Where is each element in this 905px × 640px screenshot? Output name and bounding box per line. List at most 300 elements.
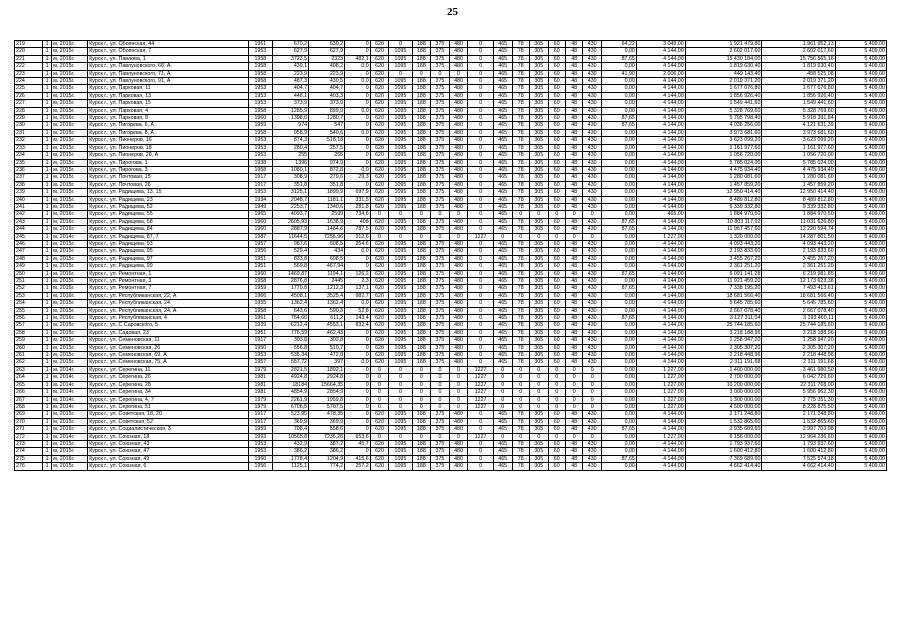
table-cell: Курск г., ул. Парковая, 4 — [88, 107, 248, 114]
table-cell: 48 — [565, 240, 582, 247]
table-cell: 280,4 — [273, 144, 309, 151]
table-cell: 1966 — [248, 292, 272, 299]
table-cell: 60 — [548, 344, 565, 351]
table-cell: 5 409,00 — [835, 440, 886, 447]
table-cell: 430 — [583, 48, 602, 55]
table-cell: 375 — [431, 285, 450, 292]
table-cell: м, 2014г. — [52, 233, 88, 240]
table-cell: 375 — [431, 263, 450, 270]
table-cell: 1 320 000,00 — [685, 233, 762, 240]
table-cell: 1 — [42, 389, 51, 396]
table-cell: 480 — [449, 107, 468, 114]
table-cell: 1953 — [248, 144, 272, 151]
table-cell: 0 — [431, 374, 450, 381]
table-cell: 0 — [345, 70, 371, 77]
table-cell: 48 — [565, 440, 582, 447]
table-cell: 4 144,00 — [636, 329, 685, 336]
table-cell: 480 — [449, 92, 468, 99]
table-cell: 1958 — [248, 278, 272, 285]
table-cell: м, 2015г. — [52, 248, 88, 255]
table-cell: 221 — [15, 55, 43, 62]
table-cell: 1917 — [248, 418, 272, 425]
table-cell: Курск г., ул. Обоянская, 44 — [88, 41, 248, 48]
table-cell: 480 — [449, 278, 468, 285]
table-cell: 5 409,00 — [835, 278, 886, 285]
table-cell: 0,0 — [345, 78, 371, 85]
table-cell: 87,65 — [602, 218, 637, 225]
table-cell: 188 — [412, 166, 431, 173]
table-cell: 1 — [42, 322, 51, 329]
table-cell: 1 457 859,20 — [762, 181, 835, 188]
table-cell: 1 227,00 — [636, 389, 685, 396]
table-cell: 41,90 — [602, 70, 637, 77]
table-cell: 236 — [15, 166, 43, 173]
table-cell: Курск г., ул. Пирогова, 3 — [88, 166, 248, 173]
table-cell: 48 — [565, 189, 582, 196]
table-cell: 1095 — [389, 300, 412, 307]
table-cell: 48 — [565, 322, 582, 329]
table-cell: 143,4 — [345, 315, 371, 322]
table-cell: 465 — [493, 203, 512, 210]
table-cell: 0 — [548, 396, 565, 403]
table-cell: 188 — [412, 92, 431, 99]
table-cell: 87,65 — [602, 55, 637, 62]
table-cell: Курск г., ул. Радищева, 99 — [88, 263, 248, 270]
table-row — [15, 55, 887, 62]
table-cell: 375 — [431, 270, 450, 277]
table-cell: 1095 — [389, 129, 412, 136]
table-cell: 0,00 — [602, 189, 637, 196]
table-cell: 1095 — [389, 181, 412, 188]
table-cell: 1 — [42, 211, 51, 218]
table-cell: 188 — [412, 55, 431, 62]
table-cell: 264 — [15, 374, 43, 381]
table-cell: 305 — [529, 300, 548, 307]
table-cell: 1 — [42, 181, 51, 188]
table-cell: м, 2015г. — [52, 203, 88, 210]
table-cell: 1095 — [389, 226, 412, 233]
table-cell: 60 — [548, 144, 565, 151]
table-cell: м, 2014г. — [52, 389, 88, 396]
table-cell: 430 — [583, 41, 602, 48]
table-cell: 305 — [529, 92, 548, 99]
table-cell: 465 — [493, 322, 512, 329]
table-cell: Курск г., ул. Радищева, 13, 15 — [88, 189, 248, 196]
table-cell: 0,00 — [602, 359, 637, 366]
table-cell: 275 — [15, 455, 43, 462]
table-cell: 2 667 078,40 — [685, 307, 762, 314]
table-cell: 430 — [583, 255, 602, 262]
table-cell: 6 042 729,60 — [762, 374, 835, 381]
table-cell: 1957 — [248, 240, 272, 247]
table-cell: 227 — [15, 100, 43, 107]
table-cell: 11 031 626,80 — [762, 218, 835, 225]
table-cell: 2 775 351,30 — [762, 396, 835, 403]
table-cell: 620 — [370, 263, 389, 270]
table-cell: 4 475 934,40 — [685, 166, 762, 173]
table-cell: 2 193 833,60 — [685, 248, 762, 255]
table-row — [15, 263, 887, 270]
table-cell: 305 — [529, 41, 548, 48]
table-cell: 48 — [565, 255, 582, 262]
table-cell: 465,00 — [636, 211, 685, 218]
table-cell: 430 — [583, 55, 602, 62]
table-cell: 1095 — [389, 144, 412, 151]
table-cell: 430 — [583, 129, 602, 136]
table-cell: 480 — [449, 218, 468, 225]
table-cell: 0 — [412, 211, 431, 218]
table-row — [15, 152, 887, 159]
table-row — [15, 41, 887, 48]
table-cell: 0 — [565, 433, 582, 440]
table-cell: 5 409,00 — [835, 300, 886, 307]
table-cell: 480 — [449, 359, 468, 366]
table-cell: 0 — [449, 433, 468, 440]
table-cell: 5 645 785,60 — [762, 300, 835, 307]
table-cell: 1892,1 — [309, 366, 345, 373]
table-cell: 518,18 — [309, 137, 345, 144]
table-cell: 608,5 — [309, 240, 345, 247]
table-cell: 5 409,00 — [835, 426, 886, 433]
table-cell: 369,9 — [273, 418, 309, 425]
table-cell: 48 — [565, 278, 582, 285]
table-cell: 0 — [529, 374, 548, 381]
table-row — [15, 240, 887, 247]
table-cell: 432,9 — [273, 440, 309, 447]
table-cell: 78 — [512, 48, 529, 55]
table-cell: 0,00 — [602, 166, 637, 173]
table-cell: 0 — [468, 337, 494, 344]
table-cell: 0,0 — [345, 300, 371, 307]
table-cell: 1 — [42, 300, 51, 307]
table-cell: 480 — [449, 196, 468, 203]
table-cell: 0 — [468, 329, 494, 336]
table-cell: 430 — [583, 270, 602, 277]
table-cell: 465 — [493, 152, 512, 159]
table-cell: 0 — [468, 152, 494, 159]
table-cell: 1 — [42, 115, 51, 122]
table-cell: 305 — [529, 144, 548, 151]
table-cell: 60 — [548, 337, 565, 344]
table-cell: 0 — [468, 211, 494, 218]
table-cell: 60 — [548, 248, 565, 255]
table-cell: м, 2015г. — [52, 278, 88, 285]
table-cell: 4 475 934,40 — [762, 166, 835, 173]
table-cell: м, 2015г. — [52, 300, 88, 307]
table-cell: 0 — [370, 396, 389, 403]
table-cell: 0 — [583, 233, 602, 240]
table-cell: 465 — [493, 92, 512, 99]
table-cell: 0 — [345, 144, 371, 151]
table-cell: 188 — [412, 122, 431, 129]
table-cell: 620 — [370, 144, 389, 151]
table-cell: 375 — [431, 307, 450, 314]
table-cell: 0 — [370, 381, 389, 388]
table-cell: м, 2016г. — [52, 122, 88, 129]
table-cell: 305 — [529, 196, 548, 203]
table-cell: 258 — [15, 329, 43, 336]
table-cell: м, 2016г. — [52, 270, 88, 277]
table-cell: 351,8 — [309, 181, 345, 188]
table-cell: 1 — [42, 152, 51, 159]
table-cell: 4 144,00 — [636, 152, 685, 159]
table-cell: 0 — [468, 85, 494, 92]
table-cell: 0 — [468, 352, 494, 359]
table-cell: 60 — [548, 440, 565, 447]
table-cell: 235 — [15, 159, 43, 166]
table-cell: 0,00 — [602, 381, 637, 388]
table-cell: 0 — [345, 115, 371, 122]
table-cell: м, 2015г. — [52, 152, 88, 159]
table-cell: 1 — [42, 196, 51, 203]
table-cell: 480 — [449, 85, 468, 92]
table-cell: 1227 — [468, 389, 494, 396]
table-cell: м, 2014г. — [52, 374, 88, 381]
table-cell: 2 218 448,96 — [762, 352, 835, 359]
table-cell: 305 — [529, 322, 548, 329]
table-cell: 0 — [431, 211, 450, 218]
table-row — [15, 233, 887, 240]
table-cell: 4 144,00 — [636, 255, 685, 262]
table-cell: 776,59 — [273, 329, 309, 336]
table-cell: 0 — [389, 396, 412, 403]
table-cell: 1398,6 — [273, 115, 309, 122]
table-cell: 5 409,00 — [835, 396, 886, 403]
table-cell: 1953 — [248, 448, 272, 455]
table-cell: 1469,87 — [273, 270, 309, 277]
table-cell: 6 091 141,28 — [685, 270, 762, 277]
table-cell: 557,72 — [273, 359, 309, 366]
table-cell: Курск г., ул. Республиканская, 24 — [88, 300, 248, 307]
table-cell: 263 — [15, 366, 43, 373]
table-cell: Курск г., ул. Серегина, 34 — [88, 389, 248, 396]
table-cell: 0 — [468, 307, 494, 314]
table-row — [15, 196, 887, 203]
table-cell: 5 409,00 — [835, 337, 886, 344]
table-cell: 274 — [15, 448, 43, 455]
table-cell: Курск г., ул. Республиканская, 4 — [88, 315, 248, 322]
table-cell: 48 — [565, 226, 582, 233]
table-cell: 620 — [370, 48, 389, 55]
table-cell: 11 967 457,60 — [685, 226, 762, 233]
table-cell: 1959 — [248, 122, 272, 129]
table-cell: 60 — [548, 70, 565, 77]
table-cell: Курск г., ул. Пигорева, 6, А — [88, 122, 248, 129]
table-cell: 4 144,00 — [636, 292, 685, 299]
table-cell: 0 — [529, 366, 548, 373]
table-cell: 267 — [15, 396, 43, 403]
table-cell: 480 — [449, 115, 468, 122]
table-cell: 4 144,00 — [636, 48, 685, 55]
table-row — [15, 374, 887, 381]
table-cell: 230 — [15, 122, 43, 129]
table-cell: 1951 — [248, 263, 272, 270]
table-cell: м, 2015г. — [52, 137, 88, 144]
table-cell: 243 — [15, 218, 43, 225]
table-cell: Курск г., ул. Серегина, 4, 7 — [88, 396, 248, 403]
table-cell: 1987 — [248, 233, 272, 240]
table-cell: 4 144,00 — [636, 352, 685, 359]
table-cell: Курск г., ул. Радищева, 23 — [88, 196, 248, 203]
table-cell: 1095 — [389, 463, 412, 470]
table-cell: 0,00 — [602, 100, 637, 107]
table-cell: 78 — [512, 315, 529, 322]
table-cell: 430,5 — [309, 78, 345, 85]
table-cell: Курск г., ул. Павлуновского, 68, А — [88, 63, 248, 70]
table-cell: 0 — [431, 433, 450, 440]
table-cell: 465 — [493, 189, 512, 196]
table-cell: 271 — [15, 426, 43, 433]
table-cell: 188 — [412, 115, 431, 122]
table-cell: 465 — [493, 300, 512, 307]
table-cell: 48 — [565, 426, 582, 433]
table-cell: 430 — [583, 411, 602, 418]
table-cell: 465 — [493, 137, 512, 144]
table-cell: 5 409,00 — [835, 218, 886, 225]
table-cell: 0 — [412, 403, 431, 410]
table-cell: 305 — [529, 255, 548, 262]
table-cell: 480 — [449, 455, 468, 462]
table-cell: Курск г., ул. Почтовая, 26 — [88, 181, 248, 188]
table-cell: 15 756 565,16 — [762, 55, 835, 62]
table-cell: 0 — [468, 344, 494, 351]
table-cell: 480 — [449, 152, 468, 159]
table-cell: 375 — [431, 463, 450, 470]
table-cell: 15664,35 — [309, 381, 345, 388]
table-cell: 3 455 267,20 — [685, 255, 762, 262]
table-cell: м, 2015г. — [52, 189, 88, 196]
table-cell: 375 — [431, 166, 450, 173]
table-cell: 430 — [583, 226, 602, 233]
table-cell: 4 144,00 — [636, 300, 685, 307]
table-cell: 1 — [42, 366, 51, 373]
table-cell: 78 — [512, 226, 529, 233]
table-row — [15, 248, 887, 255]
table-cell: 60 — [548, 278, 565, 285]
table-cell: 620 — [370, 248, 389, 255]
table-cell: 188 — [412, 292, 431, 299]
table-cell: 1 — [42, 292, 51, 299]
table-cell: 78 — [512, 107, 529, 114]
table-cell: 48 — [565, 196, 582, 203]
table-cell: 305 — [529, 218, 548, 225]
table-cell: 0 — [529, 396, 548, 403]
table-cell: 465 — [493, 426, 512, 433]
table-cell: 430 — [583, 115, 602, 122]
table-cell: 375 — [431, 159, 450, 166]
table-cell: 375 — [431, 85, 450, 92]
table-cell: 272 — [15, 433, 43, 440]
table-cell: 480 — [449, 426, 468, 433]
table-cell: 1095 — [389, 122, 412, 129]
table-cell: 1938 — [248, 159, 272, 166]
table-cell: 465 — [493, 159, 512, 166]
table-cell: 2854,9 — [309, 389, 345, 396]
table-cell: 462,43 — [309, 329, 345, 336]
table-cell: 5 409,00 — [835, 78, 886, 85]
table-row — [15, 292, 887, 299]
table-cell: 60 — [548, 240, 565, 247]
table-cell: 78 — [512, 322, 529, 329]
table-cell: 1959 — [248, 426, 272, 433]
table-cell: 305 — [529, 248, 548, 255]
table-cell: 0 — [529, 389, 548, 396]
table-cell: 78 — [512, 426, 529, 433]
table-cell: 1095 — [389, 292, 412, 299]
table-cell: 305 — [529, 448, 548, 455]
table-cell: 279,6 — [309, 174, 345, 181]
table-cell: 78 — [512, 100, 529, 107]
table-cell: 29,3 — [345, 174, 371, 181]
table-cell: 375 — [431, 181, 450, 188]
table-cell: 48 — [565, 129, 582, 136]
table-cell: 60 — [548, 203, 565, 210]
table-cell: 0 — [345, 418, 371, 425]
table-cell: 231 — [15, 129, 43, 136]
table-cell: 480 — [449, 440, 468, 447]
table-cell: 1961 — [248, 315, 272, 322]
table-cell: 0 — [548, 374, 565, 381]
table-cell: 188 — [412, 440, 431, 447]
table-cell: 0 — [493, 381, 512, 388]
table-cell: м, 2015г. — [52, 322, 88, 329]
table-cell: 0 — [468, 248, 494, 255]
table-cell: 0 — [345, 100, 371, 107]
table-cell: 620 — [370, 315, 389, 322]
table-cell: Курск г., ул. Радищева, 52 — [88, 203, 248, 210]
table-cell: 48 — [565, 107, 582, 114]
table-cell: 269 — [15, 411, 43, 418]
table-cell: 482,1 — [345, 55, 371, 62]
table-cell: 4 144,00 — [636, 159, 685, 166]
table-cell: 620 — [370, 455, 389, 462]
table-cell: м, 2015г. — [52, 255, 88, 262]
table-cell: 188 — [412, 48, 431, 55]
table-cell: 266 — [15, 389, 43, 396]
table-cell: 0 — [449, 403, 468, 410]
table-cell: 0 — [345, 255, 371, 262]
table-cell: 1959,8 — [309, 396, 345, 403]
table-cell: Курск г., ул. Семеновская, 26 — [88, 344, 248, 351]
table-cell: 305 — [529, 307, 548, 314]
table-cell: 1 056 720,00 — [685, 152, 762, 159]
table-cell: 5 409,00 — [835, 359, 886, 366]
table-cell: 480 — [449, 144, 468, 151]
table-cell: Курск г., ул. Серегина, 51 — [88, 403, 248, 410]
table-cell: 375 — [431, 115, 450, 122]
table-cell: 87,65 — [602, 115, 637, 122]
table-cell: 1981 — [248, 381, 272, 388]
table-cell: 670,2 — [273, 41, 309, 48]
table-cell: 305 — [529, 440, 548, 447]
table-cell: 1095 — [389, 307, 412, 314]
table-cell: Курск г., ул. Пигорева, 8, А — [88, 129, 248, 136]
table-cell: 1960 — [248, 115, 272, 122]
table-row — [15, 226, 887, 233]
table-cell: 10 803 117,92 — [685, 218, 762, 225]
table-cell: 270 — [15, 418, 43, 425]
table-cell: 620 — [370, 107, 389, 114]
table-cell: 188 — [412, 129, 431, 136]
table-cell: 0 — [345, 389, 371, 396]
table-cell: 6212,4 — [273, 322, 309, 329]
table-cell: 1095 — [389, 426, 412, 433]
table-cell: 7 369 689,60 — [685, 455, 762, 462]
table-cell: Курск г., ул. Ремонтная, 1 — [88, 270, 248, 277]
table-cell: 2 602 017,60 — [685, 48, 762, 55]
table-cell: 1917 — [248, 174, 272, 181]
table-cell: 375 — [431, 137, 450, 144]
